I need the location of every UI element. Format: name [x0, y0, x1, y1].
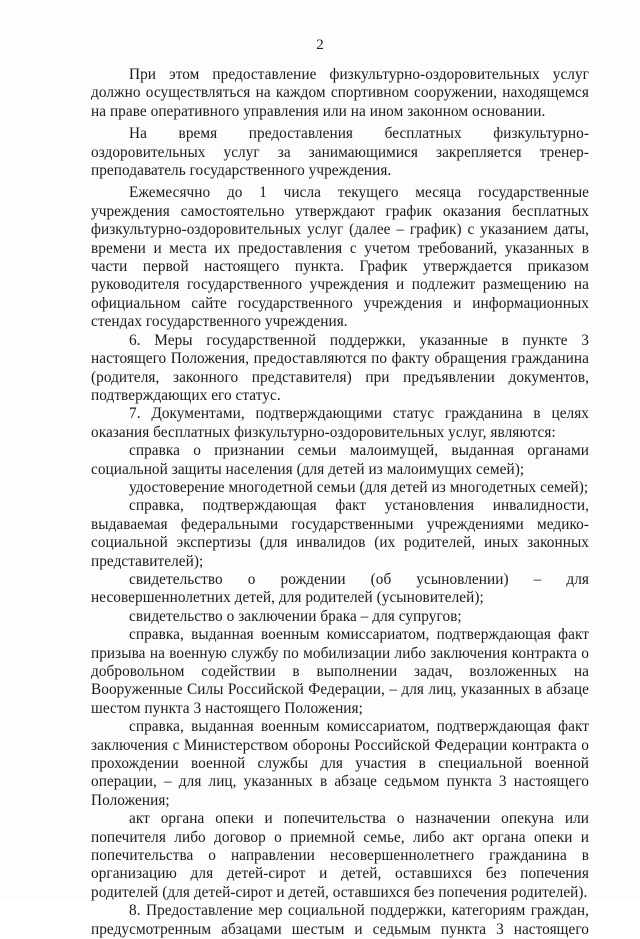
paragraph-large-family-certificate: удостоверение многодетной семьи (для детей из многодетных семей); [129, 478, 589, 496]
paragraph-disability-certificate: справка, подтверждающая факт установления инвалидности, выдаваемая федеральными государственными учреждениями медико-социальной экспертизы (для инвалидов (их родителей, иных законных представителей); [91, 497, 589, 570]
paragraph-contract-certificate: справка, выданная военным комиссариатом, подтверждающая факт заключения с Министерством обороны Российской Федерации контракта о прохождении военной службы для участия в специальной военной операции, – для лиц, указанных в абзаце седьмом пункта 3 настоящего Положения; [91, 718, 589, 809]
page-number: 2 [316, 37, 324, 53]
paragraph-birth-certificate: свидетельство о рождении (об усыновлении) – для несовершеннолетних детей, для родителей (усыновителей); [91, 570, 589, 607]
paragraph-item-6: 6. Меры государственной поддержки, указанные в пункте 3 настоящего Положения, предоставляются по факту обращения гражданина (родителя, законного представителя) при предъявлении документов, подтверждающих его статус. [91, 331, 589, 404]
paragraph-marriage-certificate: свидетельство о заключении брака – для супругов; [129, 607, 462, 625]
paragraph-item-8: 8. Предоставление мер социальной поддержки, категориям граждан, предусмотренным абзацами шестым и седьмым пункта 3 настоящего [91, 902, 589, 938]
paragraph-mobilization-certificate: справка, выданная военным комиссариатом, подтверждающая факт призыва на военную службу по мобилизации либо заключения контракта о добровольном содействии в выполнении задач, возложенных на Вооруженные Силы Российской Федерации, – для лиц, указанных в абзаце шестом пункта 3 настоящего Положения; [91, 626, 589, 717]
paragraph-low-income-certificate: справка о признании семьи малоимущей, выданная органами социальной защиты населения (для детей из малоимущих семей); [91, 442, 589, 478]
document-body [91, 66, 589, 939]
paragraph-item-7: 7. Документами, подтверждающими статус гражданина в целях оказания бесплатных физкультурно-оздоровительных услуг, являются: [91, 405, 589, 441]
paragraph-sports-facilities: При этом предоставление физкультурно-оздоровительных услуг должно осуществляться на каждом спортивном сооружении, находящемся на праве оперативного управления или на ином законном основании. [91, 66, 589, 120]
paragraph-schedule: Ежемесячно до 1 числа текущего месяца государственные учреждения самостоятельно утверждают график оказания бесплатных физкультурно-оздоровительных услуг (далее – график) с указанием даты, времени и места их предоставления с учетом требований, указанных в части первой настоящего пункта. График утверждается приказом руководителя государственного учреждения и подлежит размещению на официальном сайте государственного учреждения и информационных стендах государственного учреждения. [91, 184, 589, 331]
paragraph-guardianship-act: акт органа опеки и попечительства о назначении опекуна или попечителя либо договор о приемной семье, либо акт органа опеки и попечительства о направлении несовершеннолетнего гражданина в организацию для детей-сирот и детей, оставшихся без попечения родителей (для детей-сирот и детей, оставшихся без попечения родителей). [91, 810, 589, 901]
paragraph-trainer: На время предоставления бесплатных физкультурно-оздоровительных услуг за занимающимися закрепляется тренер-преподаватель государственного учреждения. [91, 125, 589, 180]
